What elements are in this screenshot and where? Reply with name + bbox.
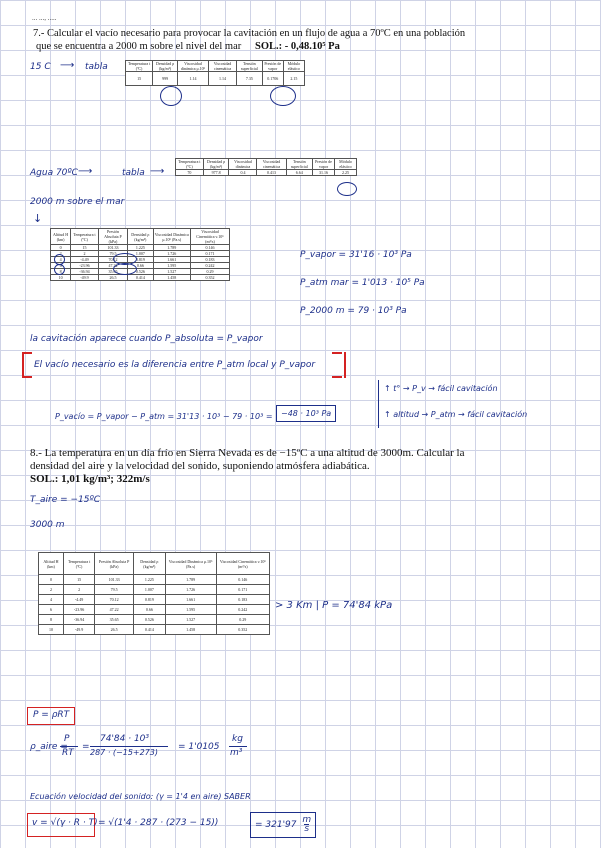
table-cell: 15 bbox=[71, 245, 99, 251]
v-mid: = √(1'4 · 287 · (273 − 15)) bbox=[98, 818, 219, 828]
table-cell: 0.819 bbox=[134, 595, 166, 605]
table-cell: 8 bbox=[39, 615, 64, 625]
fraction-line bbox=[229, 746, 247, 747]
table-cell: 2 bbox=[51, 251, 71, 257]
note-sound-eq: Ecuación velocidad del sonido: (γ = 1'4 en aire) SABER bbox=[30, 792, 251, 801]
problem-8-solution: SOL.: 1,01 kg/m³; 322m/s bbox=[30, 473, 150, 485]
note-pvapor: P_vapor = 31'16 · 10³ Pa bbox=[300, 250, 412, 260]
table-cell: 0.1706 bbox=[262, 72, 283, 86]
arrow-icon: ⟶ bbox=[150, 166, 165, 177]
table-header: Módulo elástico bbox=[335, 159, 357, 170]
note-alt: 3000 m bbox=[30, 520, 65, 530]
rho-num: P bbox=[64, 734, 70, 744]
table-cell: 977.8 bbox=[203, 170, 229, 176]
table-header: Altitud H (km) bbox=[51, 229, 71, 245]
table-cell: 0.146 bbox=[190, 245, 229, 251]
table-cell: 0.526 bbox=[128, 269, 154, 275]
table-cell: 26.5 bbox=[95, 625, 134, 635]
table-cell: 0.242 bbox=[216, 605, 269, 615]
note-p2000: P_2000 m = 79 · 10³ Pa bbox=[300, 306, 407, 316]
table-header: Temperatura t (ºC) bbox=[126, 61, 153, 72]
table-cell: 1.789 bbox=[165, 575, 216, 585]
table-cell: 79.5 bbox=[95, 585, 134, 595]
table-cell: 0.29 bbox=[216, 615, 269, 625]
table-cell: -23.96 bbox=[71, 263, 99, 269]
table-cell: 0.171 bbox=[190, 251, 229, 257]
table-cell: 79.5 bbox=[98, 251, 127, 257]
equals-sign: = bbox=[82, 742, 90, 752]
table-header: Densidad ρ (kg/m³) bbox=[128, 229, 154, 245]
water-table-70 bbox=[175, 158, 357, 176]
table-cell: 0.146 bbox=[216, 575, 269, 585]
circle-row-2 bbox=[54, 264, 65, 275]
table-cell: 70 bbox=[176, 170, 204, 176]
table-cell: 35.65 bbox=[98, 269, 127, 275]
v-result-box bbox=[250, 812, 316, 838]
table-header: Densidad ρ (kg/m³) bbox=[153, 61, 178, 72]
table-cell: 0.819 bbox=[128, 257, 154, 263]
table-cell: 1.225 bbox=[128, 245, 154, 251]
rho-num-2: 74'84 · 10³ bbox=[100, 734, 150, 744]
table-cell: 0.242 bbox=[190, 263, 229, 269]
table-cell: 10 bbox=[51, 275, 71, 281]
table-cell: 0.352 bbox=[216, 625, 269, 635]
table-header: Viscosidad Cinemática ν.10⁶ (m²/s) bbox=[190, 229, 229, 245]
table-header: Viscosidad cinemática bbox=[208, 61, 236, 72]
rho-unit-den: m³ bbox=[230, 748, 243, 758]
table-header: Temperatura t (ºC) bbox=[63, 553, 94, 575]
table-cell: 1.661 bbox=[165, 595, 216, 605]
table-cell: 35.65 bbox=[95, 615, 134, 625]
table-header: Presión de vapor bbox=[312, 159, 334, 170]
bracket-tick bbox=[22, 376, 32, 378]
table-cell: -36.94 bbox=[71, 269, 99, 275]
note-vacio: El vacío necesario es la diferencia entre P_atm local y P_vapor bbox=[34, 360, 316, 370]
table-header: Tensión superficial bbox=[286, 159, 312, 170]
table-header: Viscosidad Dinámica μ.10⁶ (Pa.s) bbox=[153, 229, 190, 245]
rho-lhs: ρ_aire = bbox=[30, 742, 68, 752]
v-unit bbox=[302, 816, 311, 833]
table-cell: 1.726 bbox=[165, 585, 216, 595]
table-header: Viscosidad dinámica μ.10⁶ bbox=[177, 61, 208, 72]
note-agua-70: Agua 70ºC bbox=[30, 168, 78, 178]
table-cell: 0.66 bbox=[134, 605, 166, 615]
table-cell: -4.49 bbox=[63, 595, 94, 605]
table-cell: 8 bbox=[51, 269, 71, 275]
table-cell: 1.14 bbox=[208, 72, 236, 86]
table-cell: 70.12 bbox=[95, 595, 134, 605]
table-cell: 1.527 bbox=[165, 615, 216, 625]
table-cell: 0.414 bbox=[128, 275, 154, 281]
table-cell: -49.9 bbox=[63, 625, 94, 635]
note-15c: 15 C bbox=[30, 62, 51, 72]
table-cell: 47.22 bbox=[98, 263, 127, 269]
note-tair: T_aire = −15ºC bbox=[30, 495, 101, 505]
note-calc: P_vacío = P_vapor − P_atm = 31'13 · 10³ − 79 · 10³ = bbox=[55, 412, 273, 421]
table-cell: 999 bbox=[153, 72, 178, 86]
table-cell: 0 bbox=[51, 245, 71, 251]
problem-7-line-2: que se encuentra a 2000 m sobre el nivel del mar bbox=[36, 41, 242, 52]
problem-7-solution: SOL.: - 0,48.10⁵ Pa bbox=[255, 41, 340, 52]
rules-brace bbox=[378, 380, 379, 428]
table-cell: 1.595 bbox=[165, 605, 216, 615]
bracket-tick bbox=[332, 376, 342, 378]
atm-table-large bbox=[38, 552, 270, 635]
rho-result: = 1'0105 bbox=[178, 742, 220, 752]
table-cell: 4 bbox=[51, 257, 71, 263]
table-header: Viscosidad cinemática bbox=[257, 159, 286, 170]
table-cell: 0.183 bbox=[190, 257, 229, 263]
problem-7-line-1: 7.- Calcular el vacío necesario para provocar la cavitación en un flujo de agua a 70ºC en una población bbox=[33, 28, 466, 39]
rho-unit-num: kg bbox=[232, 734, 243, 744]
table-header: Densidad ρ (kg/m³) bbox=[203, 159, 229, 170]
table-header: Densidad ρ (kg/m³) bbox=[134, 553, 166, 575]
table-cell: 15 bbox=[63, 575, 94, 585]
circle-p2 bbox=[113, 263, 137, 275]
table-cell: 0.29 bbox=[190, 269, 229, 275]
rho-den-2: 287 · (−15+273) bbox=[90, 748, 158, 757]
table-cell: 2 bbox=[71, 251, 99, 257]
table-cell: 0.413 bbox=[257, 170, 286, 176]
rho-den: RT bbox=[62, 748, 74, 758]
table-cell: 1.458 bbox=[165, 625, 216, 635]
table-cell: 0.4 bbox=[229, 170, 257, 176]
table-cell: 26.5 bbox=[98, 275, 127, 281]
table-cell: 10 bbox=[39, 625, 64, 635]
arrow-icon: ⟶ bbox=[60, 60, 75, 71]
table-cell: 6.64 bbox=[286, 170, 312, 176]
table-header: Temperatura t (ºC) bbox=[176, 159, 204, 170]
table-cell: 1.527 bbox=[153, 269, 190, 275]
table-cell: 1.661 bbox=[153, 257, 190, 263]
fraction-line bbox=[60, 746, 78, 747]
table-header: Viscosidad dinámica bbox=[229, 159, 257, 170]
table-cell: 1.726 bbox=[153, 251, 190, 257]
table-cell: 7.35 bbox=[237, 72, 263, 86]
down-arrow-icon: ↓ bbox=[33, 212, 43, 225]
note-ideal: P = ρRT bbox=[33, 710, 70, 720]
table-cell: 1.14 bbox=[177, 72, 208, 86]
table-cell: 2 bbox=[63, 585, 94, 595]
table-header: Presión Absoluta P (kPa) bbox=[98, 229, 127, 245]
result-box: −48 · 10³ Pa bbox=[276, 405, 336, 422]
v-unit-den: s bbox=[304, 824, 310, 834]
table-cell: -36.94 bbox=[63, 615, 94, 625]
fraction-line bbox=[90, 746, 168, 747]
note-rule-2: ↑ altitud → P_atm → fácil cavitación bbox=[384, 410, 528, 419]
bracket-tick bbox=[22, 352, 32, 354]
table-cell: 70.12 bbox=[98, 257, 127, 263]
note-rule-1: ↑ t° → P_v → fácil cavitación bbox=[384, 384, 498, 393]
v-unit-num: m bbox=[302, 815, 312, 825]
table-cell: 1.458 bbox=[153, 275, 190, 281]
table-header: Temperatura t (ºC) bbox=[71, 229, 99, 245]
table-header: Viscosidad Cinemática ν.10⁶ (m²/s) bbox=[216, 553, 269, 575]
table-cell: 15 bbox=[126, 72, 153, 86]
table-cell: 0 bbox=[39, 575, 64, 585]
table-cell: -49.9 bbox=[71, 275, 99, 281]
table-header: Tensión superficial bbox=[237, 61, 263, 72]
note-tabla-1: tabla bbox=[85, 62, 108, 72]
v-formula: v = √(γ · R · T) bbox=[32, 818, 98, 828]
table-cell: 1.789 bbox=[153, 245, 190, 251]
table-cell: 47.22 bbox=[95, 605, 134, 615]
arrow-icon: ⟶ bbox=[78, 166, 93, 177]
table-cell: 0.171 bbox=[216, 585, 269, 595]
table-cell: 4 bbox=[39, 595, 64, 605]
circle-density bbox=[160, 86, 182, 106]
table-cell: 1.225 bbox=[134, 575, 166, 585]
note-altitude: 2000 m sobre el mar bbox=[30, 197, 125, 207]
table-cell: 2.15 bbox=[283, 72, 304, 86]
water-table-15 bbox=[125, 60, 305, 86]
atm-table-small bbox=[50, 228, 230, 281]
circle-vapor-70 bbox=[337, 182, 357, 196]
note-cavitacion: la cavitación aparece cuando P_absoluta = P_vapor bbox=[30, 334, 263, 344]
table-cell: 2.25 bbox=[335, 170, 357, 176]
table-cell: 0.352 bbox=[190, 275, 229, 281]
table-header: Altitud H (km) bbox=[39, 553, 64, 575]
table-cell: 101.33 bbox=[95, 575, 134, 585]
header-fragment: ... ..., ..... bbox=[32, 14, 57, 22]
table-cell: -4.49 bbox=[71, 257, 99, 263]
table-header: Presión de vapor bbox=[262, 61, 283, 72]
table-cell: 0.526 bbox=[134, 615, 166, 625]
problem-8-line-2: densidad del aire y la velocidad del sonido, suponiendo atmósfera adiabática. bbox=[30, 460, 370, 472]
table-cell: 6 bbox=[51, 263, 71, 269]
table-cell: 1.007 bbox=[128, 251, 154, 257]
v-result: = 321'97 bbox=[255, 820, 297, 830]
table-cell: 101.33 bbox=[98, 245, 127, 251]
table-header: Viscosidad Dinámica μ.10⁶ (Pa.s) bbox=[165, 553, 216, 575]
table-cell: 0.183 bbox=[216, 595, 269, 605]
note-patm-mar: P_atm mar = 1'013 · 10⁵ Pa bbox=[300, 278, 425, 288]
table-header: Módulo elástico bbox=[283, 61, 304, 72]
note-tabla-2: tabla bbox=[122, 168, 145, 178]
table-cell: 0.414 bbox=[134, 625, 166, 635]
problem-8-line-1: 8.- La temperatura en un día frío en Sierra Nevada es de −15ºC a una altitud de 3000m. Calcular la bbox=[30, 447, 465, 459]
table-cell: 0.66 bbox=[128, 263, 154, 269]
table-cell: 1.595 bbox=[153, 263, 190, 269]
table-header: Presión Absoluta P (kPa) bbox=[95, 553, 134, 575]
bracket-tick bbox=[332, 352, 342, 354]
note-p-result: > 3 Km | P = 74'84 kPa bbox=[275, 600, 393, 611]
circle-vapor bbox=[270, 86, 296, 106]
table-cell: 31.16 bbox=[312, 170, 334, 176]
table-cell: -23.96 bbox=[63, 605, 94, 615]
table-cell: 2 bbox=[39, 585, 64, 595]
table-cell: 1.007 bbox=[134, 585, 166, 595]
table-cell: 6 bbox=[39, 605, 64, 615]
